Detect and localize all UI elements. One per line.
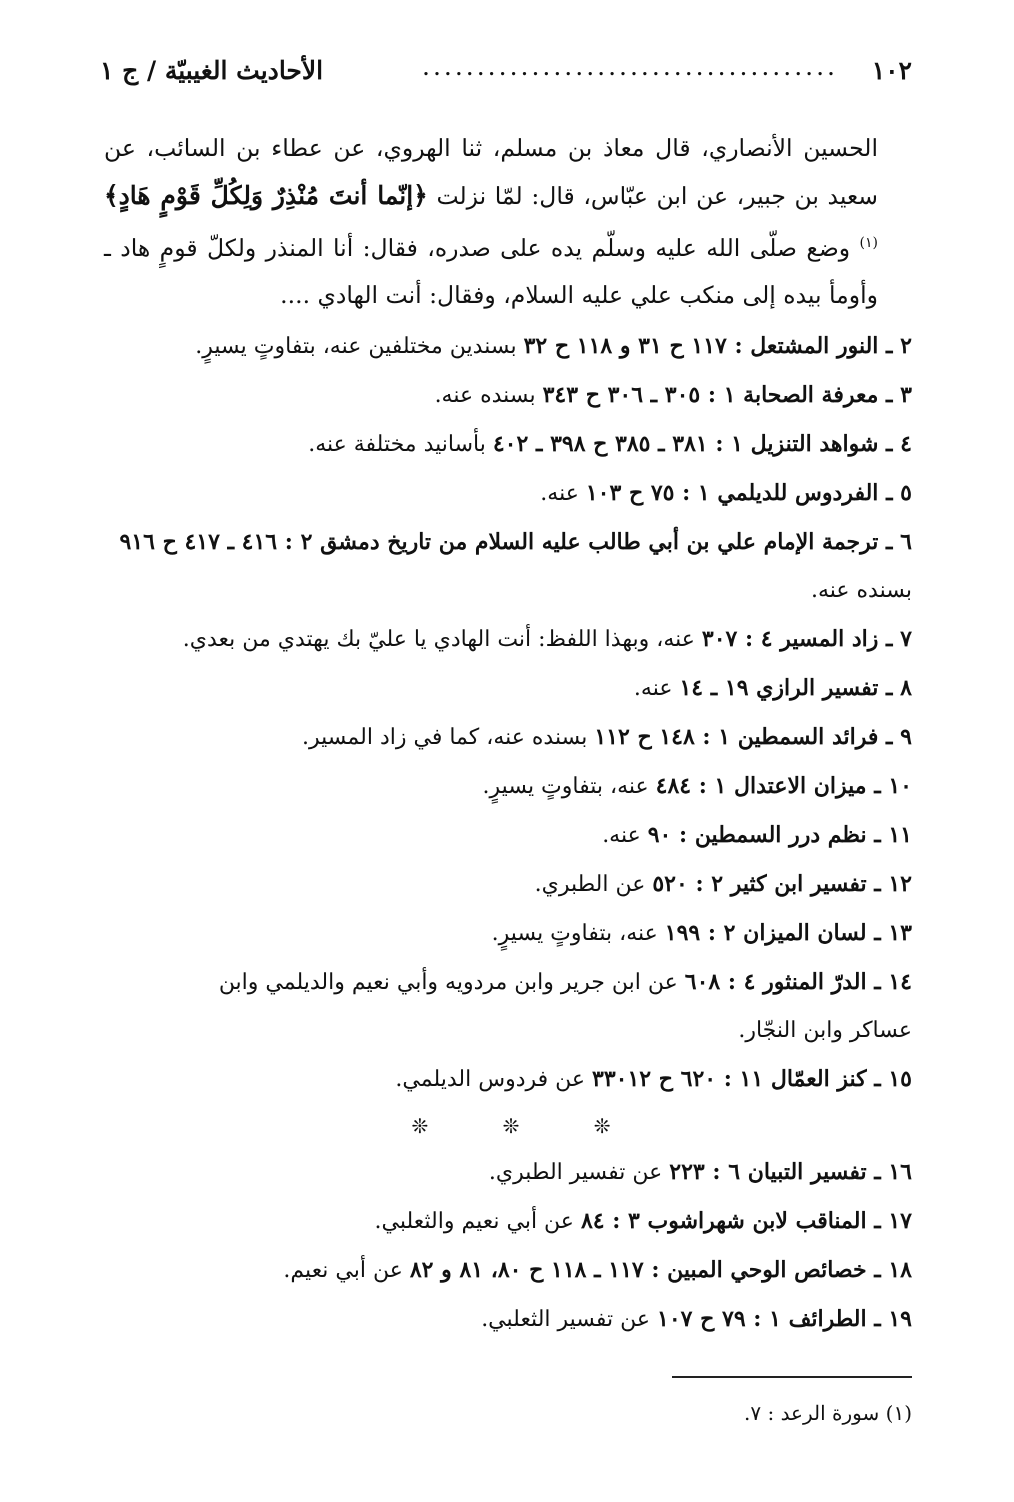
reference-source: ٨ ـ تفسير الرازي ١٩ ـ ١٤ <box>679 675 912 701</box>
reference-continuation: بسنده عنه. <box>810 578 912 603</box>
section-separator: ❊ ❊ ❊ <box>411 1114 645 1138</box>
list-item <box>104 664 912 713</box>
reference-source: ٩ ـ فرائد السمطين ١ : ١٤٨ ح ١١٢ <box>594 724 912 750</box>
reference-note: بسنده عنه، كما في زاد المسير. <box>302 725 595 750</box>
reference-source: ٧ ـ زاد المسير ٤ : ٣٠٧ <box>701 626 912 652</box>
quran-verse: ﴿إنّما أنتَ مُنْذِرٌ وَلِكُلِّ قَوْمٍ هَادٍ﴾ <box>104 181 428 210</box>
reference-source: ١٢ ـ تفسير ابن كثير ٢ : ٥٢٠ <box>652 871 912 897</box>
reference-source: ١٥ ـ كنز العمّال ١١ : ٦٢٠ ح ٣٣٠١٢ <box>592 1066 912 1092</box>
list-item <box>104 958 912 1007</box>
footnote-divider <box>672 1376 912 1378</box>
footnote-marker: (١) <box>859 235 878 251</box>
reference-note: عن تفسير الثعلبي. <box>481 1307 658 1332</box>
list-item <box>104 371 912 420</box>
reference-note: عنه. <box>633 676 680 701</box>
list-item <box>104 713 912 762</box>
reference-note: عن فردوس الديلمي. <box>395 1067 593 1092</box>
reference-note: بأسانيد مختلفة عنه. <box>308 432 493 457</box>
list-item <box>104 1148 912 1197</box>
reference-note: بسنده عنه. <box>434 383 543 408</box>
reference-source: ١٦ ـ تفسير التبيان ٦ : ٢٢٣ <box>669 1159 912 1185</box>
reference-note: عن تفسير الطبري. <box>488 1160 670 1185</box>
reference-source: ١١ ـ نظم درر السمطين : ٩٠ <box>647 822 912 848</box>
running-title: الأحاديث الغيبيّة / ج ١ <box>100 56 324 85</box>
list-item <box>104 1295 912 1344</box>
list-item <box>104 615 912 664</box>
list-item <box>104 1197 912 1246</box>
list-item <box>104 860 912 909</box>
list-item <box>104 909 912 958</box>
reference-source: ٥ ـ الفردوس للديلمي ١ : ٧٥ ح ١٠٣ <box>585 480 912 506</box>
reference-note: عنه، بتفاوتٍ يسيرٍ. <box>482 774 656 799</box>
list-item <box>104 1246 912 1295</box>
header-leader-dots: ...................................... <box>422 52 838 81</box>
reference-source: ١٧ ـ المناقب لابن شهراشوب ٣ : ٨٤ <box>580 1208 912 1234</box>
page-number: ١٠٢ <box>871 56 912 85</box>
reference-continuation: عساكر وابن النجّار. <box>738 1018 912 1043</box>
list-item <box>104 420 912 469</box>
list-item <box>104 811 912 860</box>
reference-note: عنه، وبهذا اللفظ: أنت الهادي يا عليّ بك يهتدي من بعدي. <box>182 627 702 652</box>
footnote: (١) سورة الرعد : ٧. <box>744 1401 912 1425</box>
reference-note: عنه، بتفاوتٍ يسيرٍ. <box>491 921 665 946</box>
reference-source: ١٣ ـ لسان الميزان ٢ : ١٩٩ <box>664 920 912 946</box>
reference-note: بسندين مختلفين عنه، بتفاوتٍ يسيرٍ. <box>195 334 524 359</box>
intro-paragraph <box>104 125 878 319</box>
intro-text-2: وضع صلّى الله عليه وسلّم يده على صدره، فقال: أنا المنذر ولكلّ قومٍ هاد ـ وأومأ بيده إلى منكب علي عليه السلام، وفقال: أنت الهادي .... <box>104 233 878 309</box>
reference-note: عن ابن جرير وابن مردويه وأبي نعيم والديلمي وابن <box>218 970 685 995</box>
reference-source: ٤ ـ شواهد التنزيل ١ : ٣٨١ ـ ٣٨٥ ح ٣٩٨ ـ ٤٠٢ <box>492 431 912 457</box>
reference-note: عن أبي نعيم والثعلبي. <box>374 1209 581 1234</box>
reference-note: عن أبي نعيم. <box>283 1258 410 1283</box>
reference-source: ١٤ ـ الدرّ المنثور ٤ : ٦٠٨ <box>684 969 912 995</box>
list-item <box>104 762 912 811</box>
list-item <box>104 518 912 567</box>
reference-source: ١٠ ـ ميزان الاعتدال ١ : ٤٨٤ <box>655 773 912 799</box>
list-item <box>104 322 912 371</box>
list-item <box>104 1055 912 1104</box>
list-item <box>104 469 912 518</box>
reference-source: ٣ ـ معرفة الصحابة ١ : ٣٠٥ ـ ٣٠٦ ح ٣٤٣ <box>542 382 912 408</box>
page-header <box>100 46 912 96</box>
references-list <box>104 322 912 1344</box>
reference-note: عن الطبري. <box>534 872 653 897</box>
reference-note: عنه. <box>540 481 586 506</box>
intro-text-1: الحسين الأنصاري، قال معاذ بن مسلم، ثنا الهروي، عن عطاء بن السائب، عن سعيد بن جبير، عن ابن عبّاس، قال: لمّا نزلت <box>104 134 878 210</box>
reference-source: ١٨ ـ خصائص الوحي المبين : ١١٧ ـ ١١٨ ح ٨٠، ٨١ و ٨٢ <box>409 1257 912 1283</box>
reference-source: ١٩ ـ الطرائف ١ : ٧٩ ح ١٠٧ <box>657 1306 912 1332</box>
reference-note: عنه. <box>602 823 648 848</box>
reference-source: ٢ ـ النور المشتعل : ١١٧ ح ٣١ و ١١٨ ح ٣٢ <box>523 333 912 359</box>
reference-source: ٦ ـ ترجمة الإمام علي بن أبي طالب عليه السلام من تاريخ دمشق ٢ : ٤١٦ ـ ٤١٧ ح ٩١٦ <box>119 529 912 555</box>
